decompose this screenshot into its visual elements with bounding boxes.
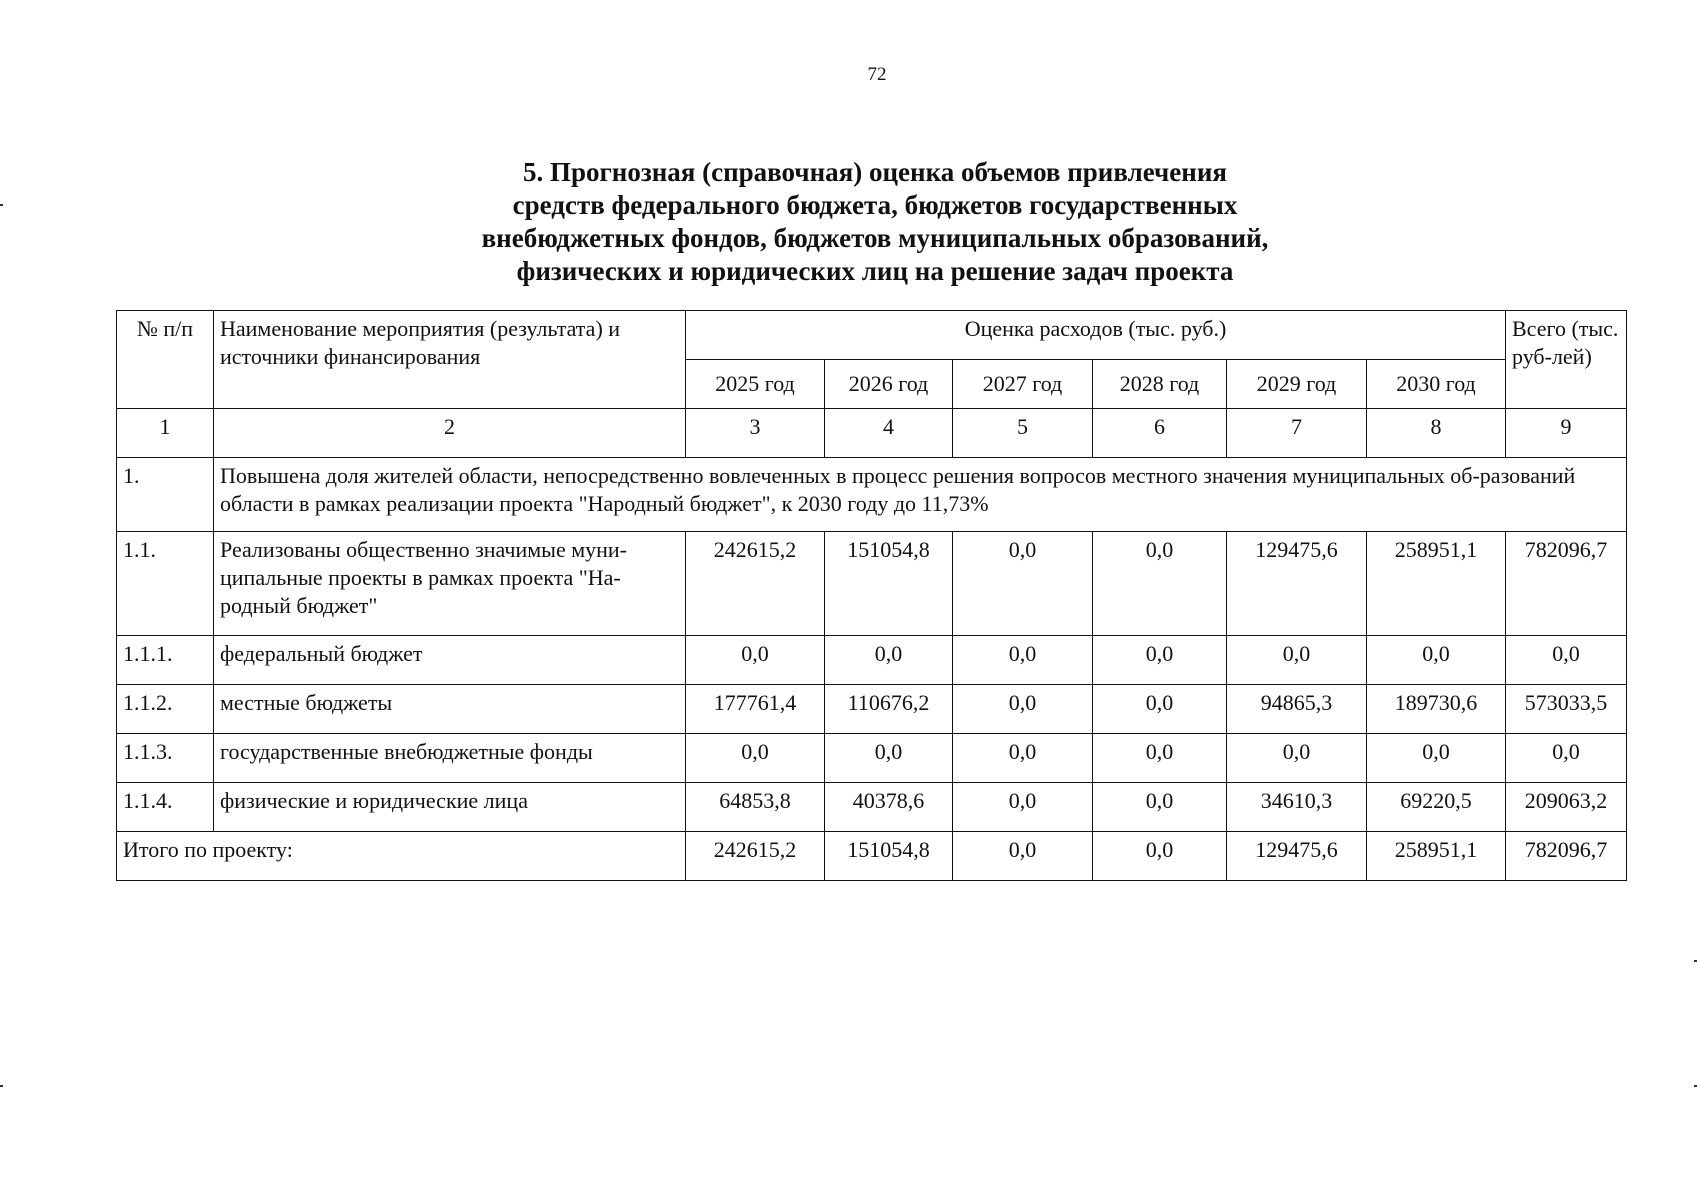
cell-total: 782096,7 bbox=[1506, 532, 1627, 636]
cell-value: 242615,2 bbox=[686, 532, 825, 636]
header-year: 2030 год bbox=[1367, 360, 1506, 409]
page-number: 72 bbox=[867, 64, 887, 85]
total-label: Итого по проекту: bbox=[117, 832, 686, 881]
header-year: 2029 год bbox=[1227, 360, 1367, 409]
cell-value: 34610,3 bbox=[1227, 783, 1367, 832]
column-number: 1 bbox=[117, 409, 214, 458]
scan-mark bbox=[0, 1085, 3, 1087]
cell-value: 258951,1 bbox=[1367, 832, 1506, 881]
cell-value: 0,0 bbox=[953, 685, 1093, 734]
cell-value: 0,0 bbox=[686, 734, 825, 783]
table-row bbox=[117, 532, 1627, 636]
header-year: 2028 год bbox=[1093, 360, 1227, 409]
cell-value: 69220,5 bbox=[1367, 783, 1506, 832]
title-line: 5. Прогнозная (справочная) оценка объемов привлечения bbox=[523, 157, 1227, 187]
header-estimate: Оценка расходов (тыс. руб.) bbox=[686, 311, 1506, 360]
header-year: 2025 год bbox=[686, 360, 825, 409]
section-row bbox=[117, 458, 1627, 532]
cell-value: 189730,6 bbox=[1367, 685, 1506, 734]
cell-value: 0,0 bbox=[1227, 636, 1367, 685]
cell-value: 0,0 bbox=[1367, 636, 1506, 685]
row-name: местные бюджеты bbox=[214, 685, 686, 734]
cell-value: 0,0 bbox=[953, 532, 1093, 636]
cell-value: 0,0 bbox=[1093, 532, 1227, 636]
cell-value: 242615,2 bbox=[686, 832, 825, 881]
cell-total: 573033,5 bbox=[1506, 685, 1627, 734]
cell-value: 64853,8 bbox=[686, 783, 825, 832]
cell-total: 0,0 bbox=[1506, 636, 1627, 685]
cell-value: 151054,8 bbox=[825, 832, 953, 881]
column-number: 5 bbox=[953, 409, 1093, 458]
title-line: физических и юридических лиц на решение задач проекта bbox=[516, 256, 1234, 286]
cell-total: 782096,7 bbox=[1506, 832, 1627, 881]
cell-value: 0,0 bbox=[1367, 734, 1506, 783]
section-num: 1. bbox=[117, 458, 214, 532]
funding-estimate-table bbox=[116, 310, 1627, 881]
cell-value: 0,0 bbox=[1093, 734, 1227, 783]
cell-value: 0,0 bbox=[953, 783, 1093, 832]
cell-value: 0,0 bbox=[1093, 832, 1227, 881]
table-row bbox=[117, 685, 1627, 734]
column-number: 2 bbox=[214, 409, 686, 458]
table-row bbox=[117, 734, 1627, 783]
column-number: 3 bbox=[686, 409, 825, 458]
header-name: Наименование мероприятия (результата) и источники финансирования bbox=[214, 311, 686, 409]
table-row bbox=[117, 636, 1627, 685]
row-name: физические и юридические лица bbox=[214, 783, 686, 832]
cell-value: 177761,4 bbox=[686, 685, 825, 734]
section-title bbox=[360, 156, 1390, 288]
row-num: 1.1.2. bbox=[117, 685, 214, 734]
header-total: Всего (тыс. руб-лей) bbox=[1506, 311, 1627, 409]
cell-value: 129475,6 bbox=[1227, 532, 1367, 636]
header-year: 2026 год bbox=[825, 360, 953, 409]
cell-value: 0,0 bbox=[953, 832, 1093, 881]
column-number: 7 bbox=[1227, 409, 1367, 458]
cell-total: 0,0 bbox=[1506, 734, 1627, 783]
cell-value: 110676,2 bbox=[825, 685, 953, 734]
header-row bbox=[117, 311, 1627, 360]
total-row bbox=[117, 832, 1627, 881]
table-row bbox=[117, 783, 1627, 832]
cell-value: 258951,1 bbox=[1367, 532, 1506, 636]
column-number: 8 bbox=[1367, 409, 1506, 458]
section-text: Повышена доля жителей области, непосредственно вовлеченных в процесс решения вопросов местного значения муниципальных об-разований области в рамках реализации проекта "Народный бюджет", к 2030 году до 11,73% bbox=[214, 458, 1627, 532]
cell-value: 0,0 bbox=[825, 734, 953, 783]
row-num: 1.1. bbox=[117, 532, 214, 636]
title-line: средств федерального бюджета, бюджетов государственных bbox=[512, 190, 1238, 220]
row-num: 1.1.1. bbox=[117, 636, 214, 685]
cell-value: 129475,6 bbox=[1227, 832, 1367, 881]
cell-value: 0,0 bbox=[825, 636, 953, 685]
column-number: 9 bbox=[1506, 409, 1627, 458]
cell-value: 94865,3 bbox=[1227, 685, 1367, 734]
cell-value: 0,0 bbox=[953, 734, 1093, 783]
cell-total: 209063,2 bbox=[1506, 783, 1627, 832]
cell-value: 0,0 bbox=[1093, 636, 1227, 685]
header-num: № п/п bbox=[117, 311, 214, 409]
row-name: государственные внебюджетные фонды bbox=[214, 734, 686, 783]
cell-value: 0,0 bbox=[1093, 685, 1227, 734]
cell-value: 0,0 bbox=[686, 636, 825, 685]
cell-value: 40378,6 bbox=[825, 783, 953, 832]
column-number: 6 bbox=[1093, 409, 1227, 458]
scan-mark bbox=[0, 204, 3, 206]
row-name: федеральный бюджет bbox=[214, 636, 686, 685]
title-line: внебюджетных фондов, бюджетов муниципальных образований, bbox=[481, 223, 1269, 253]
cell-value: 151054,8 bbox=[825, 532, 953, 636]
column-numbers-row bbox=[117, 409, 1627, 458]
header-year: 2027 год bbox=[953, 360, 1093, 409]
cell-value: 0,0 bbox=[953, 636, 1093, 685]
cell-value: 0,0 bbox=[1093, 783, 1227, 832]
row-num: 1.1.3. bbox=[117, 734, 214, 783]
column-number: 4 bbox=[825, 409, 953, 458]
row-name: Реализованы общественно значимые муни-ципальные проекты в рамках проекта "На-родный бюджет" bbox=[214, 532, 686, 636]
cell-value: 0,0 bbox=[1227, 734, 1367, 783]
row-num: 1.1.4. bbox=[117, 783, 214, 832]
